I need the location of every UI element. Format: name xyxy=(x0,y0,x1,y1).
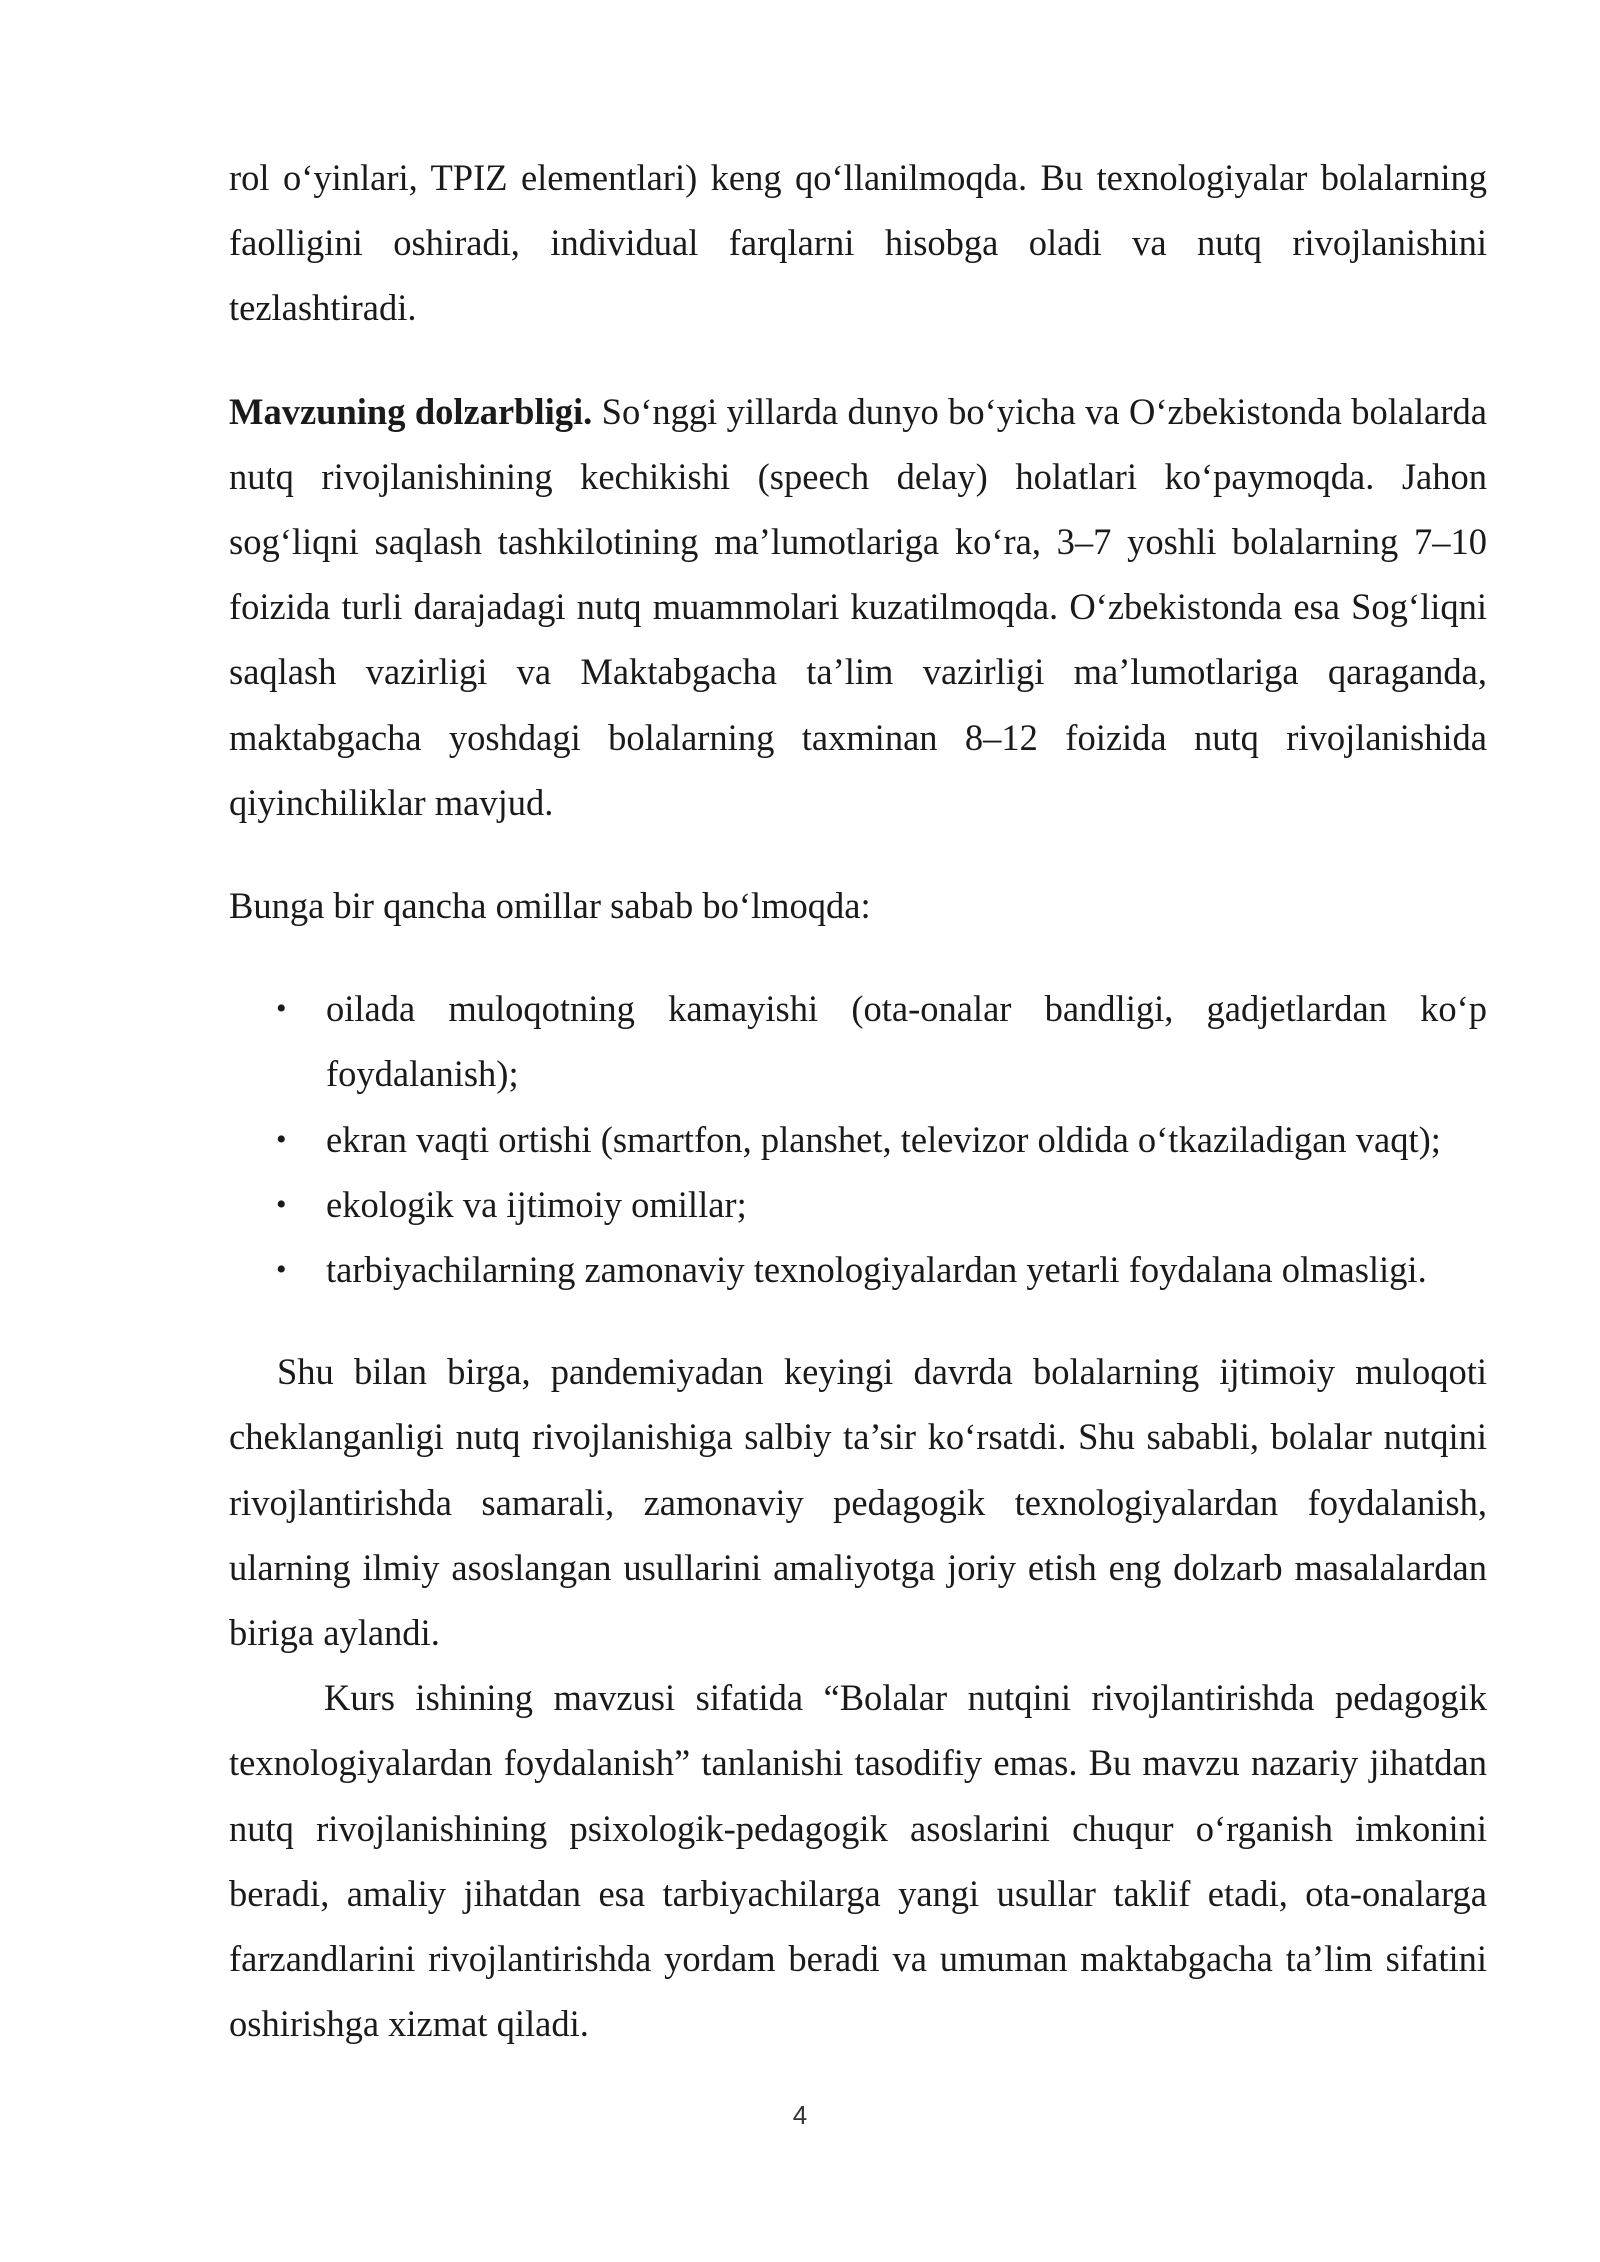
document-page xyxy=(229,145,1487,2056)
bullet-icon: • xyxy=(276,992,287,1026)
list-item xyxy=(229,1237,1487,1302)
intro-continuation-paragraph: rol o‘yinlari, TPIZ elementlari) keng qo‘llanilmoqda. Bu texnologiyalar bolalarning faolligini oshiradi, individual farqlarni hisobga oladi va nutq rivojlanishini tezlashtiradi. xyxy=(229,157,1487,329)
relevance-paragraph xyxy=(229,379,1487,835)
relevance-heading: Mavzuning dolzarbligi. xyxy=(229,390,593,432)
bullet-icon: • xyxy=(276,1253,287,1287)
list-item-text: ekologik va ijtimoiy omillar; xyxy=(326,1183,747,1225)
bullet-icon: • xyxy=(276,1122,287,1156)
factors-intro-paragraph: Bunga bir qancha omillar sabab bo‘lmoqda: xyxy=(229,885,871,927)
factors-list xyxy=(229,976,1487,1302)
relevance-text: So‘nggi yillarda dunyo bo‘yicha va O‘zbekistonda bolalarda nutq rivojlanishining kechikishi (speech delay) holatlari ko‘paymoqda. Jahon sog‘liqni saqlash tashkilotining ma’lumotlariga ko‘ra, 3–7 yoshli bolalarning 7–10 foizida turli darajadagi nutq muammolari kuzatilmoqda. O‘zbekistonda esa Sog‘liqni saqlash vazirligi va Maktabgacha ta’lim vazirligi ma’lumotlariga qaraganda, maktabgacha yoshdagi bolalarning taxminan 8–12 foizida nutq rivojlanishida qiyinchiliklar mavjud. xyxy=(229,390,1487,823)
list-item xyxy=(229,1172,1487,1237)
list-item-text: ekran vaqti ortishi (smartfon, planshet, televizor oldida o‘tkaziladigan vaqt); xyxy=(326,1118,1441,1160)
course-topic-paragraph: Kurs ishining mavzusi sifatida “Bolalar nutqini rivojlantirishda pedagogik texnologiyalardan foydalanish” tanlanishi tasodifiy emas. Bu mavzu nazariy jihatdan nutq rivojlanishining psixologik-pedagogik asoslarini chuqur o‘rganish imkonini beradi, amaliy jihatdan esa tarbiyachilarga yangi usullar taklif etadi, ota-onalarga farzandlarini rivojlantirishda yordam beradi va umuman maktabgacha ta’lim sifatini oshirishga xizmat qiladi. xyxy=(229,1677,1487,2045)
bullet-icon: • xyxy=(276,1187,287,1221)
list-item xyxy=(229,976,1487,1106)
list-item-text: tarbiyachilarning zamonaviy texnologiyalardan yetarli foydalana olmasligi. xyxy=(326,1249,1427,1291)
pandemic-paragraph: Shu bilan birga, pandemiyadan keyingi davrda bolalarning ijtimoiy muloqoti cheklanganligi nutq rivojlanishiga salbiy ta’sir ko‘rsatdi. Shu sababli, bolalar nutqini rivojlantirishda samarali, zamonaviy pedagogik texnologiyalardan foydalanish, ularning ilmiy asoslangan usullarini amaliyotga joriy etish eng dolzarb masalalardan biriga aylandi. xyxy=(229,1351,1487,1654)
page-number: 4 xyxy=(792,2100,808,2130)
list-item-text: oilada muloqotning kamayishi (ota-onalar bandligi, gadjetlardan ko‘p foydalanish); xyxy=(326,988,1487,1095)
list-item xyxy=(229,1107,1487,1172)
